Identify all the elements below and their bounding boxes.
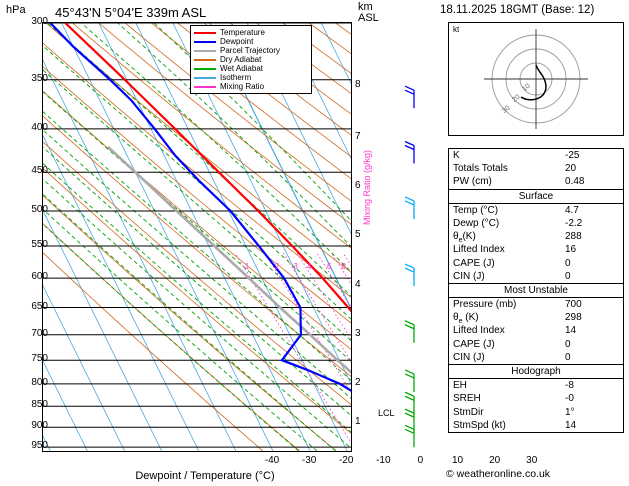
index-key: SREH bbox=[453, 393, 481, 405]
height-unit-asl: ASL bbox=[358, 12, 379, 24]
legend-swatch bbox=[194, 77, 216, 79]
index-value: 0 bbox=[565, 270, 571, 282]
pressure-unit-label: hPa bbox=[6, 4, 26, 16]
index-value: 14 bbox=[565, 419, 577, 431]
chart-legend bbox=[190, 25, 312, 94]
altitude-tick: 2 bbox=[355, 376, 361, 388]
index-key: K bbox=[453, 150, 460, 161]
index-row bbox=[449, 217, 623, 230]
index-value: 16 bbox=[565, 244, 577, 256]
pressure-tick: 750 bbox=[31, 353, 48, 365]
index-section-header: Most Unstable bbox=[504, 284, 568, 296]
x-axis-title: Dewpoint / Temperature (°C) bbox=[135, 470, 275, 482]
legend-swatch bbox=[194, 50, 216, 52]
index-value: 298 bbox=[565, 312, 582, 324]
legend-item bbox=[194, 73, 308, 82]
index-row bbox=[449, 351, 623, 364]
wind-barb-column bbox=[398, 22, 438, 452]
index-row bbox=[449, 392, 623, 405]
altitude-tick: 8 bbox=[355, 78, 361, 90]
index-row bbox=[449, 298, 623, 311]
mixing-ratio-label: 6 bbox=[326, 261, 332, 271]
wind-barb bbox=[405, 321, 414, 343]
altitude-tick: 1 bbox=[355, 416, 361, 428]
index-key: CIN (J) bbox=[453, 270, 485, 282]
mixing-ratio-label: 4 bbox=[306, 261, 312, 271]
index-key: CIN (J) bbox=[453, 351, 485, 363]
legend-label: Dewpoint bbox=[220, 37, 254, 46]
index-key: Lifted Index bbox=[453, 325, 505, 337]
pressure-tick: 950 bbox=[31, 440, 48, 452]
index-value: 1° bbox=[565, 406, 575, 418]
altitude-tick: 5 bbox=[355, 228, 361, 240]
hodograph-ring-label: 10 bbox=[521, 82, 532, 94]
index-value: 0 bbox=[565, 338, 571, 350]
hodograph-unit-label: kt bbox=[453, 25, 460, 34]
index-key: Dewp (°C) bbox=[453, 217, 500, 229]
altitude-tick: 3 bbox=[355, 327, 361, 339]
index-row bbox=[449, 324, 623, 337]
temperature-tick: 30 bbox=[526, 455, 538, 466]
index-row bbox=[449, 162, 623, 175]
index-row bbox=[449, 243, 623, 256]
wind-barb bbox=[405, 86, 414, 108]
mixing-ratio-label: 1 bbox=[244, 261, 250, 271]
altitude-tick: 7 bbox=[355, 130, 361, 142]
page-title: 45°43'N 5°04'E 339m ASL bbox=[55, 5, 207, 20]
index-key: Lifted Index bbox=[453, 244, 505, 256]
index-row bbox=[449, 270, 623, 283]
legend-swatch bbox=[194, 59, 216, 61]
credit-label: © weatheronline.co.uk bbox=[446, 468, 551, 480]
index-value: 14 bbox=[565, 325, 577, 337]
index-value: -8 bbox=[565, 380, 574, 392]
legend-swatch bbox=[194, 68, 216, 70]
index-key: PW (cm) bbox=[453, 176, 492, 188]
index-value: 4.7 bbox=[565, 204, 579, 216]
legend-item bbox=[194, 28, 308, 37]
index-section-header: Surface bbox=[518, 190, 554, 202]
mixing-ratio-label: 8 bbox=[341, 261, 347, 271]
index-key: $\theta_e(K)$ bbox=[453, 231, 476, 245]
index-row bbox=[449, 204, 623, 217]
index-value: -25 bbox=[565, 150, 580, 161]
index-key: CAPE (J) bbox=[453, 257, 495, 269]
pressure-tick: 400 bbox=[31, 121, 48, 133]
legend-label: Mixing Ratio bbox=[220, 82, 265, 91]
pressure-tick: 700 bbox=[31, 327, 48, 339]
right-panel bbox=[440, 0, 629, 486]
index-value: 288 bbox=[565, 231, 582, 243]
temperature-tick: 20 bbox=[489, 455, 501, 466]
wind-barb bbox=[405, 197, 414, 219]
hodograph-svg bbox=[449, 23, 623, 135]
legend-item bbox=[194, 55, 308, 64]
index-key: Temp (°C) bbox=[453, 204, 499, 216]
index-section-header: Hodograph bbox=[511, 366, 561, 377]
legend-swatch bbox=[194, 32, 216, 34]
index-value: -0 bbox=[565, 393, 574, 405]
wind-barb bbox=[405, 141, 414, 163]
pressure-tick: 550 bbox=[31, 239, 48, 251]
index-value: -2.2 bbox=[565, 217, 583, 229]
mixing-ratio-label: 3 bbox=[293, 261, 298, 271]
index-row bbox=[449, 149, 623, 162]
altitude-tick: 4 bbox=[355, 278, 361, 290]
index-key: EH bbox=[453, 380, 467, 392]
index-key: Pressure (mb) bbox=[453, 299, 517, 311]
index-key: Totals Totals bbox=[453, 163, 508, 175]
legend-label: Isotherm bbox=[220, 73, 252, 82]
temperature-tick: -40 bbox=[264, 455, 280, 466]
legend-label: Dry Adiabat bbox=[220, 55, 262, 64]
index-value: 0.48 bbox=[565, 176, 585, 188]
index-key: StmDir bbox=[453, 406, 484, 418]
index-row bbox=[449, 419, 623, 432]
lcl-label: LCL bbox=[378, 408, 395, 418]
wind-barb bbox=[405, 264, 414, 286]
index-key: CAPE (J) bbox=[453, 338, 495, 350]
legend-label: Parcel Trajectory bbox=[220, 46, 281, 55]
index-row bbox=[449, 257, 623, 270]
legend-item bbox=[194, 46, 308, 55]
pressure-tick: 300 bbox=[31, 16, 48, 27]
mixing-ratio-axis-title: Mixing Ratio (g/kg) bbox=[362, 149, 372, 225]
index-row bbox=[449, 379, 623, 392]
wind-barb bbox=[405, 425, 414, 447]
index-value: 700 bbox=[565, 299, 582, 311]
legend-swatch bbox=[194, 41, 216, 43]
index-row bbox=[449, 175, 623, 188]
legend-item bbox=[194, 64, 308, 73]
pressure-tick: 900 bbox=[31, 420, 48, 432]
temperature-tick: 0 bbox=[417, 455, 424, 466]
legend-item bbox=[194, 37, 308, 46]
mixing-ratio-label: 2 bbox=[274, 261, 280, 271]
height-unit-km: km bbox=[358, 1, 373, 13]
index-key: StmSpd (kt) bbox=[453, 419, 506, 431]
legend-item bbox=[194, 82, 308, 91]
temperature-tick: 10 bbox=[451, 455, 464, 466]
hodograph-ring-label: 20 bbox=[511, 93, 522, 104]
index-row bbox=[449, 311, 623, 324]
temperature-tick: -20 bbox=[338, 455, 354, 466]
index-value: 0 bbox=[565, 257, 571, 269]
temperature-tick: -30 bbox=[301, 455, 317, 466]
pressure-tick: 850 bbox=[31, 399, 48, 411]
index-row bbox=[449, 338, 623, 351]
legend-swatch bbox=[194, 86, 216, 88]
altitude-tick: 6 bbox=[355, 179, 361, 191]
pressure-tick: 600 bbox=[31, 271, 48, 283]
index-row bbox=[449, 406, 623, 419]
pressure-tick: 350 bbox=[31, 72, 48, 84]
pressure-tick: 450 bbox=[31, 165, 48, 177]
pressure-tick: 650 bbox=[31, 300, 48, 312]
hodograph-ring-label: 30 bbox=[501, 104, 512, 115]
indices-table bbox=[448, 148, 624, 433]
index-value: 20 bbox=[565, 163, 577, 175]
legend-label: Temperature bbox=[220, 28, 265, 37]
wind-barb bbox=[405, 370, 414, 392]
hodograph-panel bbox=[448, 22, 624, 136]
height-unit-label bbox=[358, 2, 379, 24]
legend-label: Wet Adiabat bbox=[220, 64, 263, 73]
date-title: 18.11.2025 18GMT (Base: 12) bbox=[440, 4, 595, 16]
pressure-tick: 500 bbox=[31, 203, 48, 215]
index-value: 0 bbox=[565, 351, 571, 363]
temperature-tick: -10 bbox=[376, 455, 391, 466]
index-row bbox=[449, 230, 623, 243]
pressure-tick: 800 bbox=[31, 376, 48, 388]
index-key: $\theta_e$ (K) bbox=[453, 312, 479, 326]
